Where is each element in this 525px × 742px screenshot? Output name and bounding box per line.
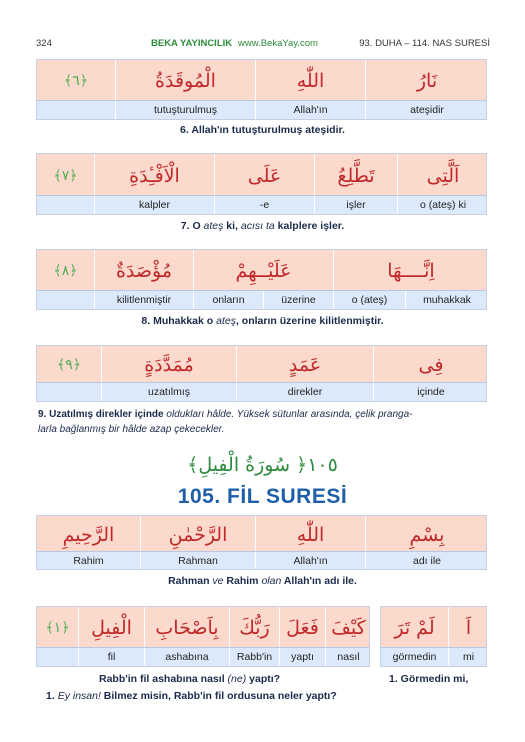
verse-9-translation: 9. Uzatılmış direkler içinde oldukları hâlde. Yüksek sütunlar arasında, çelik pranga- larla bağlanmış bir hâlde azap çekecekler. <box>38 409 413 435</box>
word-translation: Allah'ın <box>255 101 365 119</box>
word-translation: Allah'ın <box>255 552 365 569</box>
arabic-word: بِاَصْحَابِ <box>155 617 219 639</box>
arabic-word: بِسْمِ <box>409 523 445 546</box>
word-translation: muhakkak <box>405 291 488 309</box>
sura-title: 105. FİL SURESİ <box>177 485 348 508</box>
page-header <box>0 38 525 52</box>
arabic-word: عَلَى <box>247 164 282 187</box>
word-translation: işler <box>314 196 397 214</box>
section-title: 93. DUHA – 114. NAS SURESİ <box>359 38 490 49</box>
word-translation: Rahman <box>140 552 255 569</box>
arabic-word: الْاَفْـِٔدَةِ <box>129 164 180 187</box>
word-translation: nasıl <box>325 648 371 666</box>
word-translation: yaptı <box>279 648 325 666</box>
verse-number-8: ﴾٨﴿ <box>53 263 78 279</box>
publisher-website[interactable]: www.BekaYay.com <box>238 38 318 49</box>
word-translation: uzatılmış <box>101 383 236 401</box>
word-translation: -e <box>214 196 314 214</box>
arabic-word: كَيْفَ <box>331 617 366 639</box>
arabic-word: اللّٰهِ <box>296 523 325 546</box>
arabic-word: نَارُ <box>416 70 438 92</box>
basmala-box <box>36 515 487 570</box>
verse-9-box <box>36 345 487 402</box>
word-translation: fil <box>78 648 144 666</box>
basmala-translation: Rahman ve Rahim olan Allah'ın adı ile. <box>168 575 357 587</box>
arabic-word: مُمَدَّدَةٍ <box>144 354 194 376</box>
word-translation: Rabb'in <box>229 648 279 666</box>
arabic-word: رَبُّكَ <box>239 617 270 639</box>
verse-number-7: ﴾٧﴿ <box>53 167 78 184</box>
verse-1b-box <box>36 606 370 667</box>
word-translation: mi <box>448 648 488 666</box>
page-number: 324 <box>36 38 52 49</box>
word-translation: içinde <box>373 383 488 401</box>
arabic-word: اَ <box>465 617 472 639</box>
verse-7-box <box>36 153 487 215</box>
verse-number-9: ﴾٩﴿ <box>57 357 81 373</box>
word-translation: o (ateş) <box>333 291 405 309</box>
arabic-word: اللّٰهِ <box>296 70 325 92</box>
arabic-word: الْمُوقَدَةُ <box>155 70 216 92</box>
arabic-word: اَلَّتِى <box>426 164 460 187</box>
publisher-name: BEKA YAYINCILIK <box>151 38 233 49</box>
verse-7-translation: 7. O ateş ki, acısı ta kalplere işler. <box>180 220 345 232</box>
arabic-word: مُؤْصَدَةٌ <box>115 260 173 282</box>
verse-6-translation: 6. Allah'ın tutuşturulmuş ateşidir. <box>180 124 345 136</box>
word-translation: ashabına <box>144 648 229 666</box>
arabic-word: فِى <box>418 354 444 376</box>
verse-6-box <box>36 59 487 120</box>
arabic-word: الْفِيلِ <box>91 617 132 639</box>
arabic-word: لَمْ تَرَ <box>394 617 435 639</box>
verse-1a-box <box>380 606 487 667</box>
verse-8-box <box>36 249 487 310</box>
verse-8-translation: 8. Muhakkak o ateş, onların üzerine kilitlenmiştir. <box>141 315 384 327</box>
verse-1-footnote: 1. Ey insan! Bilmez misin, Rabb'in fil ordusuna neler yaptı? <box>46 690 337 702</box>
word-translation: adı ile <box>365 552 488 569</box>
verse-1b-translation: Rabb'in fil ashabına nasıl (ne) yaptı? <box>99 673 281 685</box>
word-translation: onların <box>193 291 263 309</box>
word-translation: kilitlenmiştir <box>94 291 193 309</box>
sura-arabic-title: ﴾١٠٥﴿ سُورَةُ الْفِيلِ <box>187 454 338 476</box>
word-translation: tutuşturulmuş <box>115 101 255 119</box>
word-translation: görmedin <box>392 651 437 663</box>
arabic-word: تَطَّلِعُ <box>337 164 375 187</box>
word-translation: ateşidir <box>365 101 488 119</box>
word-translation: kalpler <box>94 196 214 214</box>
arabic-word: عَمَدٍ <box>288 354 322 376</box>
word-translation: o (ateş) ki <box>397 196 488 214</box>
verse-number-1: ﴾١﴿ <box>45 620 70 636</box>
word-translation: direkler <box>236 383 373 401</box>
arabic-word: فَعَلَ <box>286 617 319 639</box>
arabic-word: الرَّحْمٰنِ <box>168 523 228 546</box>
verse-1a-translation: 1. Görmedin mi, <box>389 673 469 685</box>
arabic-word: الرَّحِيمِ <box>62 523 115 546</box>
arabic-word: عَلَيْــهِمْ <box>235 260 292 282</box>
arabic-word: اِنَّــــهَا <box>387 260 435 282</box>
word-translation: Rahim <box>73 554 104 567</box>
word-translation: üzerine <box>263 291 333 309</box>
verse-number-6: ﴾٦﴿ <box>64 73 88 89</box>
